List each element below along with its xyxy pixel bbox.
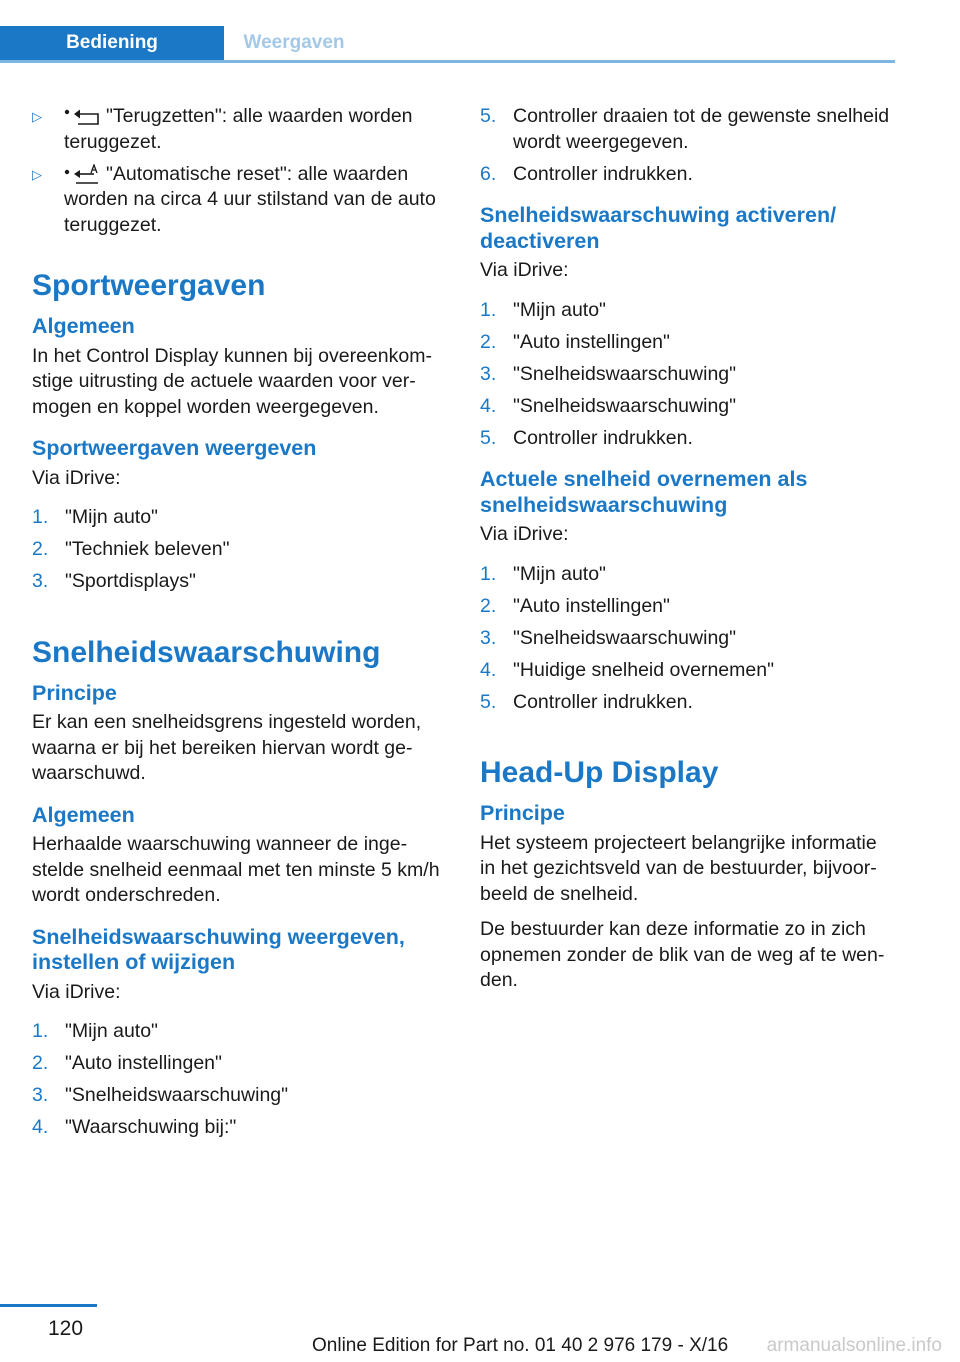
- paragraph: Herhaalde waarschuwing wanneer de ingestelde snelheid eenmaal met ten minste 5 km/h wordt onderschreden.: [32, 833, 440, 906]
- list-item: 4. "Waarschuwing bij:": [32, 1116, 237, 1138]
- list-item: [32, 162, 452, 239]
- list-item: 6. Controller indrukken.: [480, 162, 693, 185]
- bullet-text: "Automatische reset": alle waarden worden na circa 4 uur stilstand van de auto teruggezet.: [64, 162, 436, 236]
- list-item: 2. "Auto instellingen": [32, 1052, 222, 1074]
- list-item: 1. "Mijn auto": [32, 1020, 158, 1042]
- watermark: armanualsonline.info: [766, 1335, 942, 1356]
- subheading-principe: Principe: [480, 801, 565, 825]
- via-idrive-label: Via iDrive:: [32, 466, 121, 489]
- list-item: 5. Controller indrukken.: [480, 426, 693, 449]
- bullet-triangle-icon: ▷: [32, 109, 42, 124]
- list-item: 3. "Snelheidswaarschuwing": [480, 626, 737, 649]
- edition-note: Online Edition for Part no. 01 40 2 976 179 - X/16: [312, 1335, 729, 1356]
- activate-steps-list: [480, 298, 895, 452]
- list-item: 2. "Techniek beleven": [32, 538, 230, 560]
- list-item: 1. "Mijn auto": [480, 562, 606, 585]
- subheading-principe: Principe: [32, 680, 117, 705]
- left-column: [32, 100, 452, 1147]
- via-idrive-label: Via iDrive:: [480, 523, 569, 545]
- auto-reset-icon: [64, 164, 100, 184]
- subheading-algemeen: Algemeen: [32, 314, 135, 338]
- list-item: 4. "Huidige snelheid overnemen": [480, 658, 775, 681]
- page-number: 120: [48, 1317, 84, 1340]
- bullet-triangle-icon: ▷: [32, 166, 42, 182]
- subheading-activeren: Snelheidswaarschuwing activeren/ deactiveren: [480, 203, 837, 253]
- list-item: 2. "Auto instellingen": [480, 594, 670, 617]
- reset-arrow-icon: [64, 108, 100, 126]
- speed-set-steps-list: [32, 1019, 452, 1141]
- paragraph: Het systeem projecteert belangrijke informatie in het gezichtsveld van de bestuurder, bijvoorbeeld de snelheid.: [480, 831, 877, 905]
- list-item: 4. "Snelheidswaarschuwing": [480, 394, 737, 417]
- bullet-text: "Terugzetten": alle waarden worden teruggezet.: [64, 105, 413, 153]
- subheading-weergeven-instellen: Snelheidswaarschuwing weergeven, instellen of wijzigen: [32, 924, 405, 974]
- via-idrive-label: Via iDrive:: [32, 980, 121, 1003]
- subheading-algemeen: Algemeen: [32, 802, 135, 827]
- tab-bediening[interactable]: Bediening: [0, 26, 224, 60]
- paragraph: De bestuurder kan deze informatie zo in zich opnemen zonder de blik van de weg af te wenden.: [480, 918, 885, 991]
- adopt-steps-list: [480, 562, 895, 716]
- section-title-sportweergaven: Sportweergaven: [32, 269, 266, 302]
- footer-rule: [0, 1304, 97, 1307]
- list-item: 1. "Mijn auto": [32, 506, 158, 528]
- sport-steps-list: [32, 505, 452, 595]
- tab-weergaven[interactable]: Weergaven: [243, 32, 345, 53]
- reset-options-list: [32, 104, 452, 238]
- section-title-snelheidswaarschuwing: Snelheidswaarschuwing: [32, 635, 381, 669]
- list-item: 1. "Mijn auto": [480, 298, 606, 321]
- list-item: 3. "Snelheidswaarschuwing": [32, 1084, 289, 1106]
- subheading-overnemen: Actuele snelheid overnemen als snelheidswaarschuwing: [480, 467, 808, 517]
- speed-set-steps-cont-list: [480, 104, 895, 187]
- paragraph: In het Control Display kunnen bij overeenkomstige uitrusting de actuele waarden voor vermogen en koppel worden weergegeven.: [32, 344, 432, 418]
- header-tabs: [0, 26, 895, 62]
- subheading-sportweergaven-weergeven: Sportweergaven weergeven: [32, 436, 317, 460]
- list-item: 3. "Snelheidswaarschuwing": [480, 362, 737, 385]
- via-idrive-label: Via iDrive:: [480, 259, 569, 281]
- list-item: 5. Controller indrukken.: [480, 690, 693, 713]
- paragraph: Er kan een snelheidsgrens ingesteld worden, waarna er bij het bereiken hiervan wordt gewaarschuwd.: [32, 711, 422, 784]
- right-column: [480, 100, 895, 1004]
- list-item: 3. "Sportdisplays": [32, 570, 196, 592]
- list-item: [32, 104, 452, 155]
- header-divider: [0, 60, 895, 63]
- list-item: 2. "Auto instellingen": [480, 330, 670, 353]
- section-title-head-up-display: Head-Up Display: [480, 756, 719, 789]
- list-item: 5. Controller draaien tot de gewenste snelheid wordt weergegeven.: [480, 105, 890, 153]
